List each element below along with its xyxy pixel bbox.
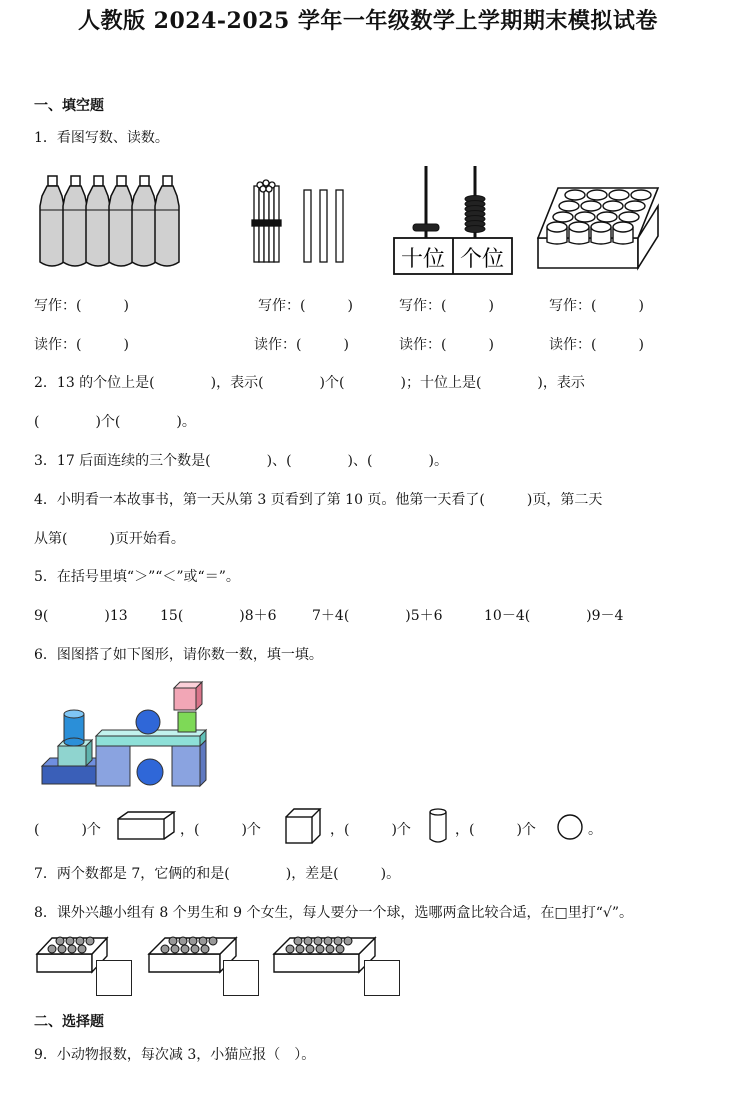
q1-write-2[interactable]: 写作：( ) xyxy=(258,298,353,314)
q1-read-4[interactable]: 读作：( ) xyxy=(549,337,644,353)
page-title: 人教版 2024-2025 学年一年级数学上学期期末模拟试卷 xyxy=(78,8,658,34)
q5-item-1[interactable]: 9( )13 xyxy=(34,608,128,624)
q6-end-mark: 。 xyxy=(588,822,602,838)
section-heading-choice: 二、选择题 xyxy=(34,1014,104,1030)
q6-answer-cube[interactable]: ，( )个 xyxy=(180,822,261,838)
bottle-icon xyxy=(40,176,64,266)
q5-stem: 5．在括号里填“＞”“＜”或“＝”。 xyxy=(34,569,240,585)
bottles-illustration xyxy=(36,176,186,272)
q1-stem: 1．看图写数、读数。 xyxy=(34,130,169,146)
bottle-icon xyxy=(155,176,179,266)
q4-line-1: 4．小明看一本故事书，第一天从第 3 页看到了第 10 页。他第一天看了( )页，第二天 xyxy=(34,492,603,508)
q6-answer-sphere[interactable]: ，( )个 xyxy=(455,822,536,838)
bottle-icon xyxy=(86,176,110,266)
q1-write-1[interactable]: 写作：( ) xyxy=(34,298,129,314)
bottle-icon xyxy=(109,176,133,266)
q1-read-3[interactable]: 读作：( ) xyxy=(399,337,494,353)
q6-stem: 6．图图搭了如下图形，请你数一数，填一填。 xyxy=(34,647,323,663)
abacus-tens-label: 十位 xyxy=(400,247,446,272)
bottle-icon xyxy=(132,176,156,266)
checkbox-box-3[interactable] xyxy=(364,960,400,996)
q6-answer-cylinder[interactable]: ，( )个 xyxy=(330,822,411,838)
section-heading-fill-blank: 一、填空题 xyxy=(34,98,104,114)
q2-line-2: ( )个( )。 xyxy=(34,414,196,430)
q6-answer-cuboid[interactable]: ( )个 xyxy=(34,822,101,838)
cylinder-icon xyxy=(428,808,448,844)
ball-box-3 xyxy=(273,934,377,974)
q3-text: 3．17 后面连续的三个数是( )、( )、( )。 xyxy=(34,453,448,469)
q1-read-2[interactable]: 读作：( ) xyxy=(254,337,349,353)
checkbox-box-1[interactable] xyxy=(96,960,132,996)
cuboid-icon xyxy=(117,811,175,841)
abacus-ones-label: 个位 xyxy=(459,247,505,272)
q9-text: 9．小动物报数，每次减 3，小猫应报（ ）。 xyxy=(34,1047,316,1063)
cup-box-illustration xyxy=(536,184,660,270)
sticks-illustration xyxy=(250,180,350,266)
q5-item-3[interactable]: 7＋4( )5＋6 xyxy=(312,608,443,624)
q8-text: 8．课外兴趣小组有 8 个男生和 9 个女生，每人要分一个球，选哪两盒比较合适，在□里打“√”。 xyxy=(34,905,633,921)
q1-write-4[interactable]: 写作：( ) xyxy=(549,298,644,314)
q2-line-1: 2．13 的个位上是( )，表示( )个( )；十位上是( )，表示 xyxy=(34,375,585,391)
q5-item-4[interactable]: 10－4( )9－4 xyxy=(484,608,624,624)
q1-read-1[interactable]: 读作：( ) xyxy=(34,337,129,353)
q5-item-2[interactable]: 15( )8＋6 xyxy=(160,608,277,624)
checkbox-box-2[interactable] xyxy=(223,960,259,996)
q7-text: 7．两个数都是 7，它俩的和是( )，差是( )。 xyxy=(34,866,401,882)
q1-write-3[interactable]: 写作：( ) xyxy=(399,298,494,314)
blocks-illustration xyxy=(40,684,212,790)
q4-line-2: 从第( )页开始看。 xyxy=(34,531,185,547)
abacus-illustration xyxy=(393,164,513,276)
cube-icon xyxy=(285,808,321,844)
sphere-icon xyxy=(557,814,583,840)
bottle-icon xyxy=(63,176,87,266)
